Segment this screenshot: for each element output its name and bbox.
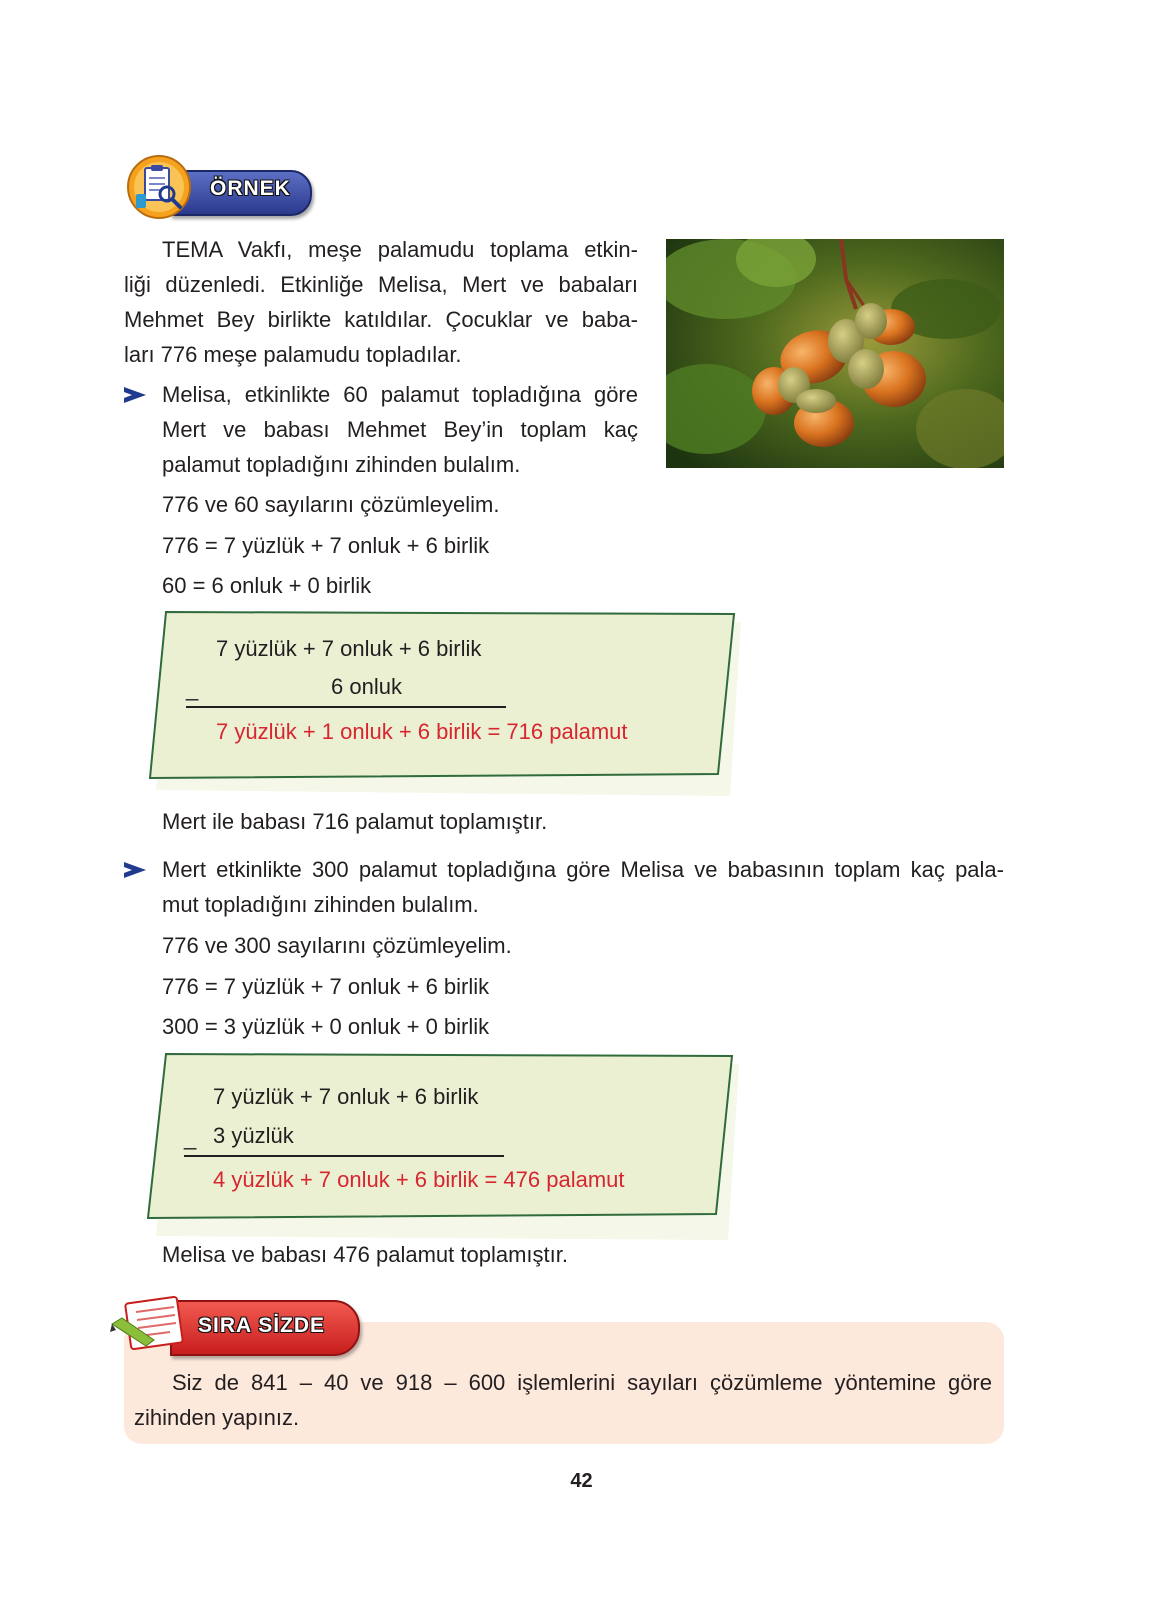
q1-box-minus: _	[186, 676, 199, 701]
q1-line-2: Mert ve babası Mehmet Bey’in toplam kaç	[162, 417, 638, 442]
page-number: 42	[570, 1470, 593, 1492]
q1-step-2: 776 = 7 yüzlük + 7 onluk + 6 birlik	[162, 533, 490, 558]
sira-sizde-line-1: Siz de 841 – 40 ve 918 – 600 işlemlerini sayıları çözümleme yöntemine göre	[172, 1370, 992, 1395]
q2-box-rule	[184, 1155, 504, 1157]
q2-line-2: mut topladığını zihinden bulalım.	[162, 892, 479, 917]
ornek-label: ÖRNEK	[210, 177, 291, 200]
q2-step-2: 776 = 7 yüzlük + 7 onluk + 6 birlik	[162, 974, 490, 999]
intro-line-3: Mehmet Bey birlikte katıldılar. Çocuklar ve baba-	[124, 307, 638, 332]
intro-line-4: ları 776 meşe palamudu topladılar.	[124, 342, 462, 367]
q1-box-rule	[186, 706, 506, 708]
intro-line-1: TEMA Vakfı, meşe palamudu toplama etkin-	[162, 237, 638, 262]
intro-line-2: liği düzenledi. Etkinliğe Melisa, Mert ve babaları	[124, 272, 638, 297]
notepad-pencil-icon	[110, 1294, 186, 1356]
q2-box-minus: _	[184, 1125, 197, 1150]
q2-step-1: 776 ve 300 sayılarını çözümleyelim.	[162, 933, 512, 958]
q2-box-top-row: 7 yüzlük + 7 onluk + 6 birlik	[213, 1084, 479, 1109]
q2-box-result: 4 yüzlük + 7 onluk + 6 birlik = 476 palamut	[213, 1167, 625, 1192]
sira-sizde-line-2: zihinden yapınız.	[134, 1405, 300, 1430]
acorn-photo	[666, 239, 1004, 468]
q1-line-1: Melisa, etkinlikte 60 palamut topladığına göre	[162, 382, 638, 407]
q1-line-3: palamut topladığını zihinden bulalım.	[162, 452, 521, 477]
q1-conclusion: Mert ile babası 716 palamut toplamıştır.	[162, 809, 548, 834]
clipboard-icon	[126, 154, 192, 220]
q1-box-result: 7 yüzlük + 1 onluk + 6 birlik = 716 palamut	[216, 719, 628, 744]
q1-step-3: 60 = 6 onluk + 0 birlik	[162, 573, 372, 598]
q1-step-1: 776 ve 60 sayılarını çözümleyelim.	[162, 492, 500, 517]
sira-sizde-label: SIRA SİZDE	[198, 1314, 326, 1337]
bullet-arrow-icon	[124, 387, 146, 403]
q2-step-3: 300 = 3 yüzlük + 0 onluk + 0 birlik	[162, 1014, 490, 1039]
q2-line-1: Mert etkinlikte 300 palamut topladığına göre Melisa ve babasının toplam kaç pala-	[162, 857, 1004, 882]
bullet-arrow-icon	[124, 862, 146, 878]
q2-box-subtract-row: 3 yüzlük	[213, 1123, 294, 1148]
q1-box-top-row: 7 yüzlük + 7 onluk + 6 birlik	[216, 636, 482, 661]
q2-conclusion: Melisa ve babası 476 palamut toplamıştır.	[162, 1242, 568, 1267]
q1-box-subtract-row: 6 onluk	[331, 674, 402, 699]
